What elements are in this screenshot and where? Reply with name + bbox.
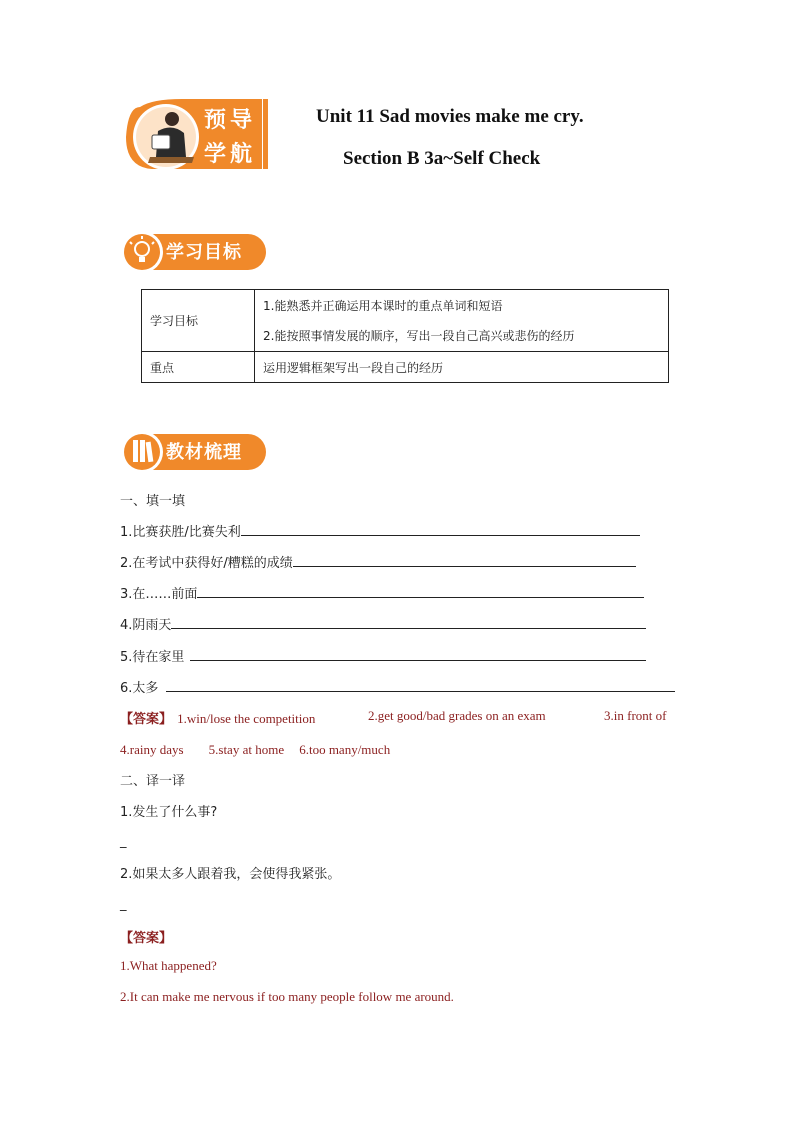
answers-block-1	[120, 708, 680, 727]
table-cell-label: 学习目标	[142, 290, 255, 352]
section-banner-label: 教材梳理	[166, 442, 242, 463]
answer-text: 2.get good/bad grades on an exam	[368, 708, 546, 723]
table-row	[142, 352, 669, 383]
answer-text: 5.stay at home	[208, 742, 285, 757]
translate-answer: 1.What happened?	[120, 958, 217, 973]
answer-blank[interactable]	[166, 679, 675, 692]
section-banner-objectives	[120, 230, 270, 274]
fill-item-6	[120, 677, 675, 696]
section-banner-label: 学习目标	[166, 242, 242, 263]
translate-item-1: 1.发生了什么事?	[120, 805, 218, 820]
fill-item-label: 3.在……前面	[120, 587, 198, 602]
page-title: Unit 11 Sad movies make me cry.	[316, 106, 584, 127]
answer-blank[interactable]	[197, 585, 644, 598]
translate-blank[interactable]: _	[120, 834, 127, 849]
translate-blank[interactable]: _	[120, 897, 127, 912]
part2-heading: 二、译一译	[120, 774, 186, 789]
table-cell-value: 运用逻辑框架写出一段自己的经历	[255, 352, 669, 383]
fill-item-label: 6.太多	[120, 681, 159, 696]
header-badge	[122, 97, 270, 175]
translate-item-2: 2.如果太多人跟着我，会使得我紧张。	[120, 867, 341, 882]
answer-tag: 【答案】	[120, 712, 173, 727]
objective-item: 1.能熟悉并正确运用本课时的重点单词和短语	[263, 298, 503, 313]
fill-item-label: 4.阴雨天	[120, 618, 172, 633]
fill-item-3	[120, 583, 644, 602]
objective-item: 2.能按照事情发展的顺序，写出一段自己高兴或悲伤的经历	[263, 328, 575, 343]
fill-item-2	[120, 552, 636, 571]
page-subtitle: Section B 3a~Self Check	[343, 148, 541, 169]
answer-text: 3.in front of	[604, 708, 667, 723]
badge-text-top: 预导	[204, 108, 257, 133]
answer-blank[interactable]	[190, 648, 646, 661]
objectives-table	[141, 289, 669, 383]
table-cell-label: 重点	[142, 352, 255, 383]
fill-item-1	[120, 521, 640, 540]
answer-text: 1.win/lose the competition	[177, 711, 316, 726]
part1-heading: 一、填一填	[120, 494, 186, 509]
translate-answer: 2.It can make me nervous if too many people follow me around.	[120, 989, 454, 1004]
section-banner-materials	[120, 430, 270, 474]
answer-tag: 【答案】	[120, 931, 173, 946]
table-cell-value	[255, 290, 669, 352]
fill-item-label: 1.比赛获胜/比赛失利	[120, 525, 241, 540]
answer-blank[interactable]	[293, 554, 636, 567]
answer-blank[interactable]	[241, 523, 640, 536]
fill-item-label: 5.待在家里	[120, 650, 185, 665]
answer-text: 4.rainy days	[120, 742, 184, 757]
fill-item-5	[120, 646, 646, 665]
fill-item-label: 2.在考试中获得好/糟糕的成绩	[120, 556, 293, 571]
fill-item-4	[120, 614, 646, 633]
badge-text-bottom: 学航	[204, 142, 257, 167]
answer-text: 6.too many/much	[299, 742, 391, 757]
answer-blank[interactable]	[171, 616, 646, 629]
answers-block-2	[120, 739, 390, 758]
table-row	[142, 290, 669, 352]
